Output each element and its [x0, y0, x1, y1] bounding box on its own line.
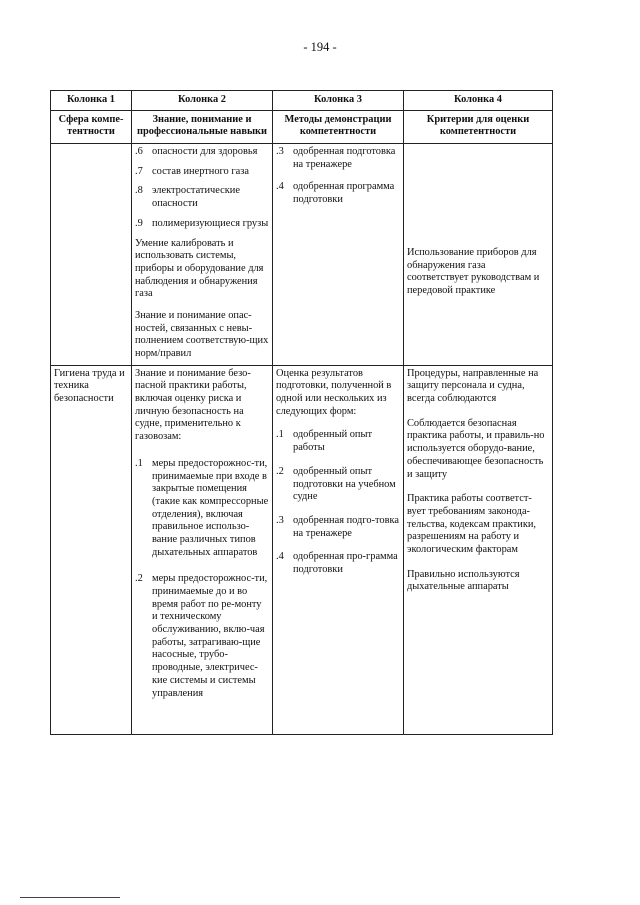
criteria-paragraph: Практика работы соответст-вует требованиям законода-тельства, кодексам практики, разрешениям на работу и экологическим факторам — [407, 493, 537, 555]
item-number: .3 — [276, 146, 284, 158]
column-number-3: Колонка 3 — [273, 91, 404, 111]
list-item — [276, 146, 400, 171]
item-text: одобренная подготовка на тренажере — [293, 146, 396, 170]
column-number-row — [51, 91, 553, 111]
item-text: одобренный опыт подготовки на учебном судне — [293, 465, 396, 503]
row2-competence-cell: Гигиена труда и техника безопасности — [51, 365, 132, 734]
footer-rule — [20, 897, 120, 898]
item-number: .2 — [135, 573, 143, 585]
item-text: опасности для здоровья — [152, 146, 258, 158]
criteria-paragraph: Правильно используются дыхательные аппараты — [407, 568, 520, 593]
list-item — [135, 166, 269, 179]
item-number: .2 — [276, 465, 284, 477]
page-number: - 194 - — [303, 40, 337, 54]
list-item — [135, 218, 269, 231]
list-item — [276, 551, 400, 576]
item-number: .8 — [135, 185, 143, 197]
knowledge-intro: Знание и понимание безо-пасной практики работы, включая оценку риска и личную безопасность на судне, применительно к газовозам: — [135, 367, 251, 443]
list-item — [276, 466, 400, 504]
list-item — [135, 573, 269, 700]
column-header-2: Знание, понимание и профессиональные навыки — [132, 110, 273, 143]
column-header-row — [51, 110, 553, 143]
item-text: полимеризующиеся грузы — [152, 217, 269, 229]
list-item — [135, 185, 269, 210]
item-number: .1 — [135, 457, 143, 469]
row1-methods-cell — [273, 144, 404, 366]
criteria-paragraph: Соблюдается безопасная практика работы, и правиль-но используется оборудо-вание, обеспечивающее безопасность и защиту — [407, 417, 545, 480]
knowledge-paragraph: Знание и понимание опас-ностей, связанных с невы-полнением соответствую-щих норм/правил — [135, 309, 269, 359]
list-item — [135, 458, 269, 560]
item-text: одобренная программа подготовки — [293, 181, 395, 206]
list-item — [135, 146, 269, 159]
item-number: .9 — [135, 217, 143, 229]
column-number-2: Колонка 2 — [132, 91, 273, 111]
list-item — [276, 429, 400, 454]
item-text: одобренная подго-товка на тренажере — [293, 514, 399, 539]
item-text: меры предосторожнос-ти, принимаемые до и во время работ по ре-монту и техническому обслуживанию, вклю-чая работы, затрагиваю-щие насосные, трубо-проводные, электричес-кие системы и системы управления — [152, 573, 268, 699]
list-item — [276, 181, 400, 206]
competence-table — [50, 90, 553, 735]
criteria-paragraph: Использование приборов для обнаружения газа соответствует руководствам и передовой практике — [407, 247, 540, 297]
row1-knowledge-cell — [132, 144, 273, 366]
row2-criteria-cell — [404, 365, 553, 734]
item-number: .6 — [135, 146, 143, 158]
row1-criteria-cell — [404, 144, 553, 366]
column-header-1: Сфера компе-тентности — [51, 110, 132, 143]
knowledge-paragraph: Умение калибровать и использовать системы, приборы и оборудование для наблюдения и обнаружения газа — [135, 237, 264, 300]
column-number-4: Колонка 4 — [404, 91, 553, 111]
item-text: меры предосторожнос-ти, принимаемые при входе в закрытые помещения (такие как компрессорные отделения), включая правильное использо-вание различных типов дыхательных аппаратов — [152, 457, 269, 558]
criteria-spacer — [407, 146, 549, 247]
item-number: .3 — [276, 514, 284, 526]
criteria-paragraph: Процедуры, направленные на защиту персонала и судна, всегда соблюдаются — [407, 367, 539, 405]
column-header-4: Критерии для оценки компетентности — [404, 110, 553, 143]
item-number: .4 — [276, 551, 284, 563]
row2-knowledge-cell — [132, 365, 273, 734]
table-row — [51, 144, 553, 366]
row1-competence-cell — [51, 144, 132, 366]
methods-intro: Оценка результатов подготовки, полученной в одной или нескольких из следующих форм: — [276, 367, 392, 417]
column-number-1: Колонка 1 — [51, 91, 132, 111]
item-text: одобренная про-грамма подготовки — [293, 551, 398, 575]
table-row — [51, 365, 553, 734]
row2-methods-cell — [273, 365, 404, 734]
column-header-3: Методы демонстрации компетентности — [273, 110, 404, 143]
item-number: .7 — [135, 165, 143, 177]
item-text: состав инертного газа — [152, 165, 249, 177]
item-text: электростатические опасности — [152, 185, 240, 210]
item-number: .1 — [276, 429, 284, 441]
item-number: .4 — [276, 181, 284, 193]
item-text: одобренный опыт работы — [293, 429, 373, 454]
list-item — [276, 515, 400, 540]
